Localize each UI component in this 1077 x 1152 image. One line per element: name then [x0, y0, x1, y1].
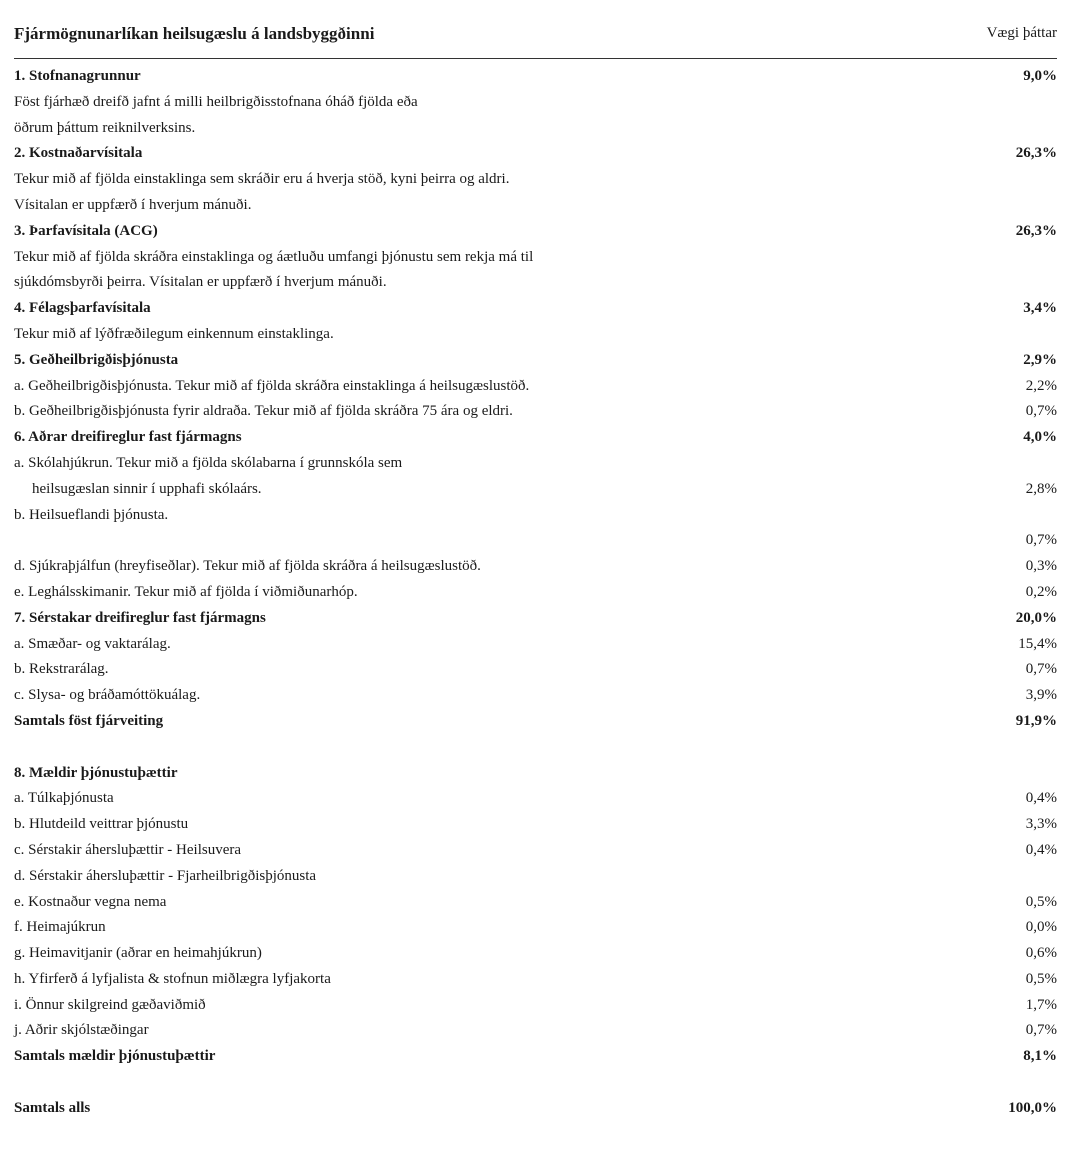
- row-label: 3. Þarfavísitala (ACG): [14, 222, 158, 239]
- section-row: [14, 64, 1057, 90]
- row-label: heilsugæslan sinnir í upphafi skólaárs.: [32, 480, 262, 497]
- table-row: [14, 786, 1057, 812]
- table-row: [14, 554, 1057, 580]
- section-row: [14, 141, 1057, 167]
- row-label: Tekur mið af lýðfræðilegum einkennum einstaklinga.: [14, 325, 334, 342]
- row-label: Tekur mið af fjölda einstaklinga sem skráðir eru á hverja stöð, kyni þeirra og aldri.: [14, 171, 510, 188]
- table-row: [14, 245, 1057, 271]
- row-weight: 3,9%: [1025, 687, 1057, 704]
- table-row: [14, 1018, 1057, 1044]
- row-weight: 0,3%: [1025, 558, 1057, 575]
- row-weight: 0,7%: [1025, 532, 1057, 549]
- row-label: b. Rekstrarálag.: [14, 661, 109, 678]
- section-row: [14, 709, 1057, 735]
- row-label: d. Sjúkraþjálfun (hreyfiseðlar). Tekur mið af fjölda skráðra á heilsugæslustöð.: [14, 558, 481, 575]
- row-label: Samtals alls: [14, 1099, 91, 1116]
- row-weight: 15,4%: [1018, 635, 1057, 652]
- row-weight: 1,7%: [1025, 996, 1057, 1013]
- row-label: c. Slysa- og bráðamóttökuálag.: [14, 687, 201, 704]
- row-weight: 26,3%: [1015, 145, 1057, 162]
- row-label: b. Heilsueflandi þjónusta.: [14, 506, 169, 523]
- section-row: [14, 761, 1057, 787]
- row-label: d. Sérstakir áhersluþættir - Fjarheilbrigðisþjónusta: [14, 867, 317, 884]
- section-row: [14, 219, 1057, 245]
- row-weight: 26,3%: [1015, 222, 1057, 239]
- row-label: i. Önnur skilgreind gæðaviðmið: [14, 996, 206, 1013]
- row-weight: 0,5%: [1025, 893, 1057, 910]
- row-label: 7. Sérstakar dreifireglur fast fjármagns: [14, 609, 266, 626]
- row-label: Tekur mið af fjölda skráðra einstaklinga og áætluðu umfangi þjónustu sem rekja má til: [14, 248, 534, 265]
- table-header: [14, 0, 1057, 59]
- row-label: Vísitalan er uppfærð í hverjum mánuði.: [14, 196, 252, 213]
- row-weight: 9,0%: [1023, 68, 1057, 84]
- row-weight: 0,7%: [1025, 1022, 1057, 1039]
- row-weight: 0,0%: [1025, 919, 1057, 936]
- row-weight: 4,0%: [1023, 429, 1057, 446]
- table-row: [14, 528, 1057, 554]
- table-row: [14, 270, 1057, 296]
- table-row: [14, 812, 1057, 838]
- row-label: 1. Stofnanagrunnur: [14, 68, 141, 84]
- row-weight: 91,9%: [1015, 712, 1057, 729]
- row-weight: 0,2%: [1025, 583, 1057, 600]
- row-label: g. Heimavitjanir (aðrar en heimahjúkrun): [14, 945, 262, 962]
- section-row: [14, 296, 1057, 322]
- table-row: [14, 322, 1057, 348]
- row-label: e. Leghálsskimanir. Tekur mið af fjölda í viðmiðunarhóp.: [14, 583, 358, 600]
- table-row: [14, 632, 1057, 658]
- section-row: [14, 606, 1057, 632]
- row-label: f. Heimajúkrun: [14, 919, 106, 936]
- row-weight: 3,3%: [1025, 816, 1057, 833]
- row-weight: 2,9%: [1023, 351, 1057, 368]
- table-row: [14, 657, 1057, 683]
- row-label: sjúkdómsbyrði þeirra. Vísitalan er uppfærð í hverjum mánuði.: [14, 274, 387, 291]
- table-body: [14, 59, 1057, 1122]
- table-row: [14, 735, 1057, 761]
- table-row: [14, 477, 1057, 503]
- row-weight: 0,4%: [1025, 841, 1057, 858]
- section-row: [14, 1096, 1057, 1122]
- table-row: [14, 90, 1057, 116]
- row-label: j. Aðrir skjólstæðingar: [14, 1022, 149, 1039]
- row-weight: 0,7%: [1025, 403, 1057, 420]
- weight-column-header: Vægi þáttar: [986, 25, 1057, 41]
- table-row: [14, 451, 1057, 477]
- row-label: 2. Kostnaðarvísitala: [14, 145, 143, 162]
- table-row: [14, 116, 1057, 142]
- row-label: a. Túlkaþjónusta: [14, 790, 114, 807]
- row-label: Samtals föst fjárveiting: [14, 712, 164, 729]
- row-label: b. Hlutdeild veittrar þjónustu: [14, 816, 189, 833]
- table-row: [14, 890, 1057, 916]
- row-label: a. Geðheilbrigðisþjónusta. Tekur mið af fjölda skráðra einstaklinga á heilsugæslustöð.: [14, 377, 530, 394]
- row-weight: 2,8%: [1025, 480, 1057, 497]
- row-label: öðrum þáttum reiknilverksins.: [14, 119, 196, 136]
- row-label: h. Yfirferð á lyfjalista & stofnun miðlægra lyfjakorta: [14, 970, 331, 987]
- table-row: [14, 864, 1057, 890]
- table-row: [14, 941, 1057, 967]
- row-label: 8. Mældir þjónustuþættir: [14, 764, 178, 781]
- table-row: [14, 838, 1057, 864]
- table-row: [14, 167, 1057, 193]
- row-weight: 0,6%: [1025, 945, 1057, 962]
- table-row: [14, 374, 1057, 400]
- table-row: [14, 503, 1057, 529]
- row-weight: 0,7%: [1025, 661, 1057, 678]
- row-weight: 2,2%: [1025, 377, 1057, 394]
- row-weight: 3,4%: [1023, 300, 1057, 317]
- row-weight: 8,1%: [1023, 1048, 1057, 1065]
- row-label: e. Kostnaður vegna nema: [14, 893, 167, 910]
- row-label: b. Geðheilbrigðisþjónusta fyrir aldraða. Tekur mið af fjölda skráðra 75 ára og eldri.: [14, 403, 513, 420]
- row-label: c. Sérstakir áhersluþættir - Heilsuvera: [14, 841, 242, 858]
- row-label: Föst fjárhæð dreifð jafnt á milli heilbrigðisstofnana óháð fjölda eða: [14, 93, 418, 110]
- section-row: [14, 425, 1057, 451]
- row-label: a. Skólahjúkrun. Tekur mið a fjölda skólabarna í grunnskóla sem: [14, 454, 403, 471]
- table-row: [14, 193, 1057, 219]
- table-row: [14, 399, 1057, 425]
- document: [14, 0, 1057, 1122]
- row-weight: 0,5%: [1025, 970, 1057, 987]
- document-title: Fjármögnunarlíkan heilsugæslu á landsbyggðinni: [14, 24, 375, 43]
- table-row: [14, 993, 1057, 1019]
- row-label: 4. Félagsþarfavísitala: [14, 300, 151, 317]
- row-label: 5. Geðheilbrigðisþjónusta: [14, 351, 179, 368]
- table-row: [14, 1070, 1057, 1096]
- row-weight: 100,0%: [1008, 1099, 1057, 1116]
- table-row: [14, 915, 1057, 941]
- row-label: a. Smæðar- og vaktarálag.: [14, 635, 171, 652]
- table-row: [14, 967, 1057, 993]
- row-label: 6. Aðrar dreifireglur fast fjármagns: [14, 429, 242, 446]
- row-weight: 0,4%: [1025, 790, 1057, 807]
- row-label: Samtals mældir þjónustuþættir: [14, 1048, 216, 1065]
- row-weight: 20,0%: [1015, 609, 1057, 626]
- table-row: [14, 580, 1057, 606]
- table-row: [14, 683, 1057, 709]
- section-row: [14, 1044, 1057, 1070]
- section-row: [14, 348, 1057, 374]
